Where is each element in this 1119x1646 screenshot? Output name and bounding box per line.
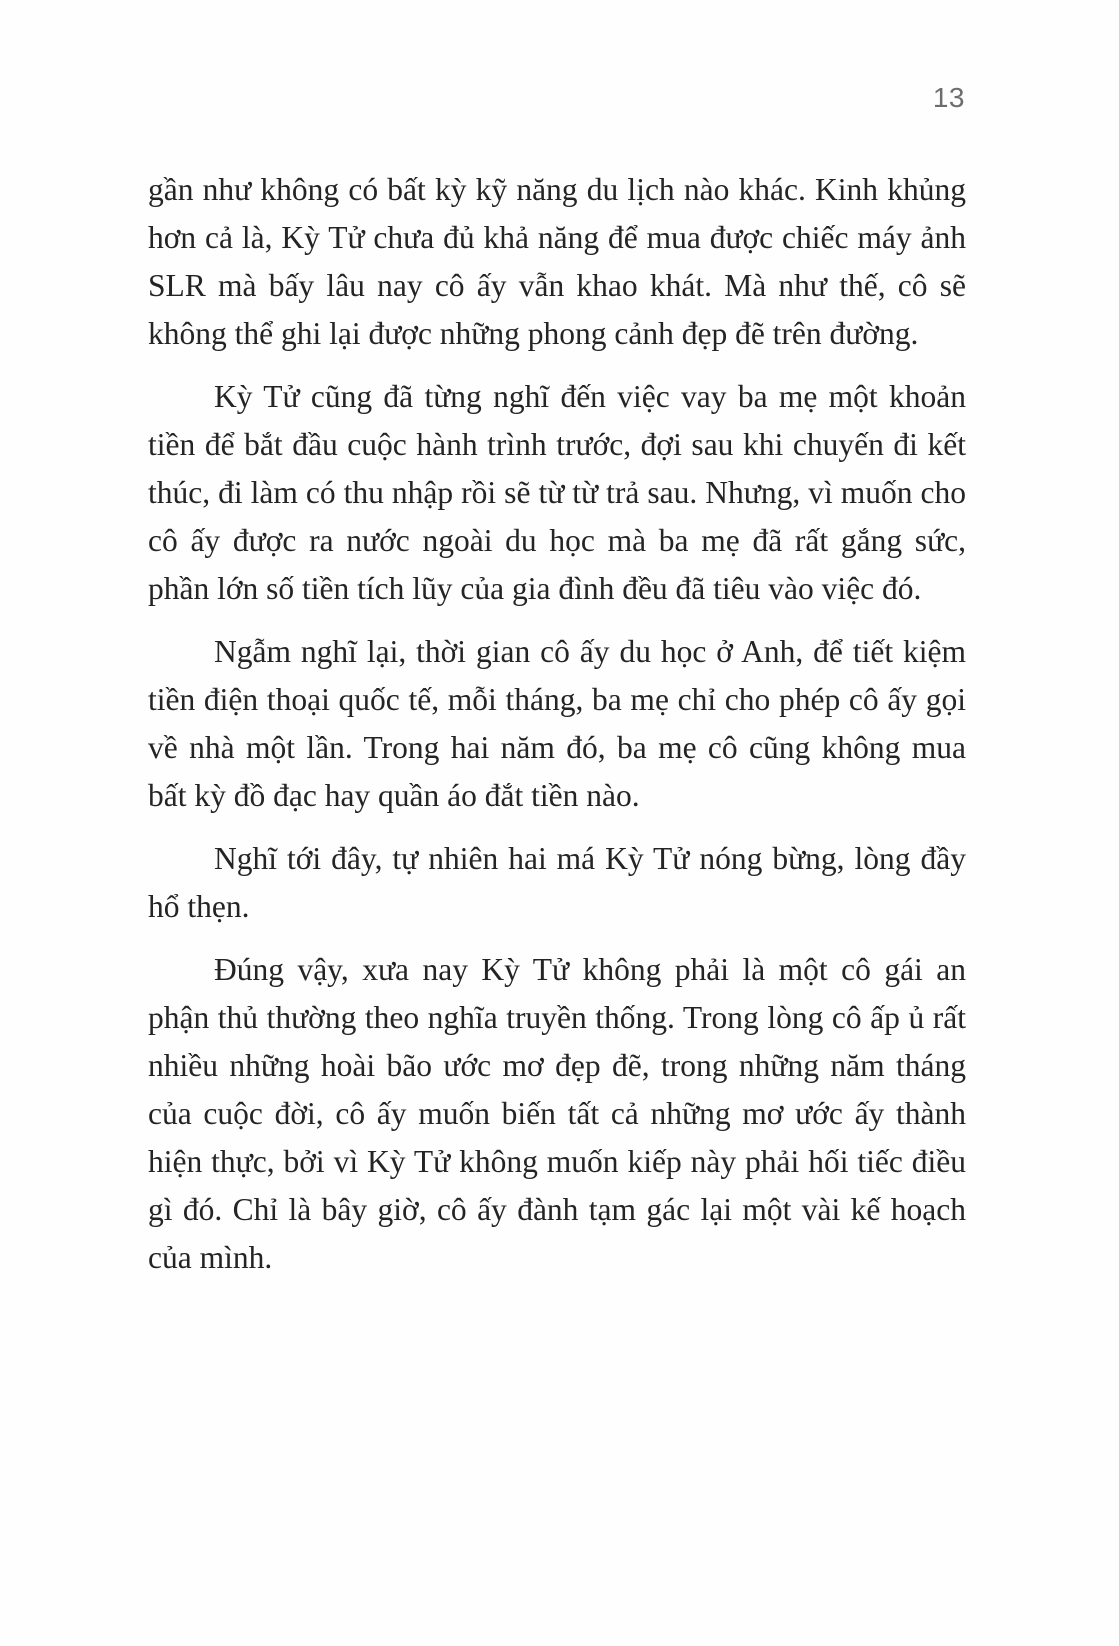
paragraph: Ngẫm nghĩ lại, thời gian cô ấy du học ở Anh, để tiết kiệm tiền điện thoại quốc tế, mỗi tháng, ba mẹ chỉ cho phép cô ấy gọi về nhà một lần. Trong hai năm đó, ba mẹ cô cũng không mua bất kỳ đồ đạc hay quần áo đắt tiền nào. (148, 634, 966, 813)
paragraph: Đúng vậy, xưa nay Kỳ Tử không phải là một cô gái an phận thủ thường theo nghĩa truyền thống. Trong lòng cô ấp ủ rất nhiều những hoài bão ước mơ đẹp đẽ, trong những năm tháng của cuộc đời, cô ấy muốn biến tất cả những mơ ước ấy thành hiện thực, bởi vì Kỳ Tử không muốn kiếp này phải hối tiếc điều gì đó. Chỉ là bây giờ, cô ấy đành tạm gác lại một vài kế hoạch của mình. (148, 952, 966, 1275)
text-block (148, 166, 966, 1297)
paragraph: Kỳ Tử cũng đã từng nghĩ đến việc vay ba mẹ một khoản tiền để bắt đầu cuộc hành trình trước, đợi sau khi chuyến đi kết thúc, đi làm có thu nhập rồi sẽ từ từ trả sau. Nhưng, vì muốn cho cô ấy được ra nước ngoài du học mà ba mẹ đã rất gắng sức, phần lớn số tiền tích lũy của gia đình đều đã tiêu vào việc đó. (148, 379, 966, 606)
page-number: 13 (932, 82, 965, 113)
paragraph: Nghĩ tới đây, tự nhiên hai má Kỳ Tử nóng bừng, lòng đầy hổ thẹn. (148, 841, 966, 924)
paragraph: gần như không có bất kỳ kỹ năng du lịch nào khác. Kinh khủng hơn cả là, Kỳ Tử chưa đủ khả năng để mua được chiếc máy ảnh SLR mà bấy lâu nay cô ấy vẫn khao khát. Mà như thế, cô sẽ không thể ghi lại được những phong cảnh đẹp đẽ trên đường. (148, 172, 966, 351)
